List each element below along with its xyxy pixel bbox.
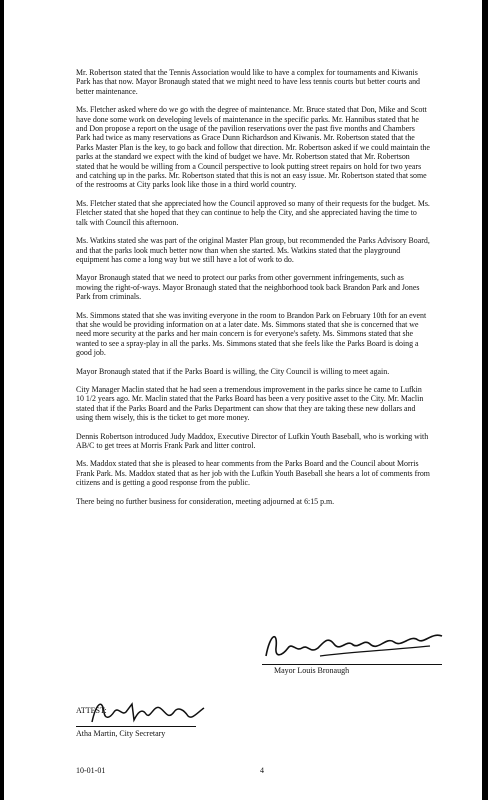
paragraph-5: Mayor Bronaugh stated that we need to protect our parks from other government infringements, such as mowing the right-of-ways. Mayor Bronaugh stated that the neighborhood took back Brandon Park and Jones Park from criminals. [76,273,420,302]
minutes-body [76,68,430,506]
paragraph-4: Ms. Watkins stated she was part of the original Master Plan group, but recommended the Parks Advisory Board, and that the parks look much better now than when she started. Ms. Watkins stated that the playground equipment has come a long way but we still have a lot of work to do. [76,236,430,264]
paragraph-11: There being no further business for consideration, meeting adjourned at 6:15 p.m. [76,496,335,506]
paragraph-2: Ms. Fletcher asked where do we go with the degree of maintenance. Mr. Bruce stated that Don, Mike and Scott have done some work on developing levels of maintenance in the specific parks. Mr. Hannibus stated that he and Don propose a report on the usage of the pavilion reservations over the past five months and Chambers Park had twice as many reservations as Grace Dunn Richardson and Kiwanis. Mr. Robertson stated that the Parks Master Plan is the key, to go back and follow that direction. Mr. Robertson asked if we could maintain the parks at the standard we expect with the kind of budget we have. Mr. Robertson stated that Mr. Robertson stated that he would be willing from a Council perspective to look putting street repairs on hold for two years and catching up in the parks. Mr. Robertson stated that this is not an easy issue. Mr. Robertson stated that some of the restrooms at City parks look like those in a third world country. [76,105,430,190]
paragraph-7: Mayor Bronaugh stated that if the Parks Board is willing, the City Council is willing to meet again. [76,366,390,376]
paragraph-6: Ms. Simmons stated that she was inviting everyone in the room to Brandon Park on February 10th for an event that she would be providing information on at a later date. Ms. Simmons stated that she is concerned that we need more security at the parks and her main concern is for everyone's safety. Ms. Simmons stated that she wanted to see a spray-play in all the parks. Ms. Simmons stated that she feels like the Parks Board is doing a good job. [76,310,427,358]
attest-label: ATTEST: [76,706,107,715]
footer-date: 10-01-01 [76,766,106,775]
paragraph-1: Mr. Robertson stated that the Tennis Association would like to have a complex for tournaments and Kiwanis Park has that now. Mayor Bronaugh stated that we might need to have less tennis courts but better courts and better maintenance. [76,68,420,96]
attest-signature-line [76,726,196,727]
mayor-signature-line [262,664,442,665]
paragraph-3: Ms. Fletcher stated that she appreciated how the Council approved so many of their requests for the budget. Ms. Fletcher stated that she hoped that they can continue to help the City, and she appreciated having the time to talk with Council this afternoon. [76,198,430,227]
paragraph-9: Dennis Robertson introduced Judy Maddox, Executive Director of Lufkin Youth Baseball, who is working with AB/C to get trees at Morris Frank Park and litter control. [76,431,429,450]
secretary-name: Atha Martin, City Secretary [76,729,166,738]
secretary-signature [88,694,208,728]
paragraph-8: City Manager Maclin stated that he had seen a tremendous improvement in the parks since he came to Lufkin 10 1/2 years ago. Mr. Maclin stated that the Parks Board has been a very positive asset to the City. Mr. Maclin stated that if the Parks Board and the Parks Department can show that they are taking these new dollars and using them wisely, this is the ticket to get more money. [76,384,424,423]
mayor-signature [260,626,450,666]
mayor-name: Mayor Louis Bronaugh [274,666,350,675]
page-number: 4 [260,766,264,775]
paragraph-10: Ms. Maddox stated that she is pleased to hear comments from the Parks Board and the Council about Morris Frank Park. Ms. Maddox stated that as her job with the Lufkin Youth Baseball she hears a lot of comments from citizens and is getting a good response from the public. [76,459,430,488]
document-page [4,0,482,800]
